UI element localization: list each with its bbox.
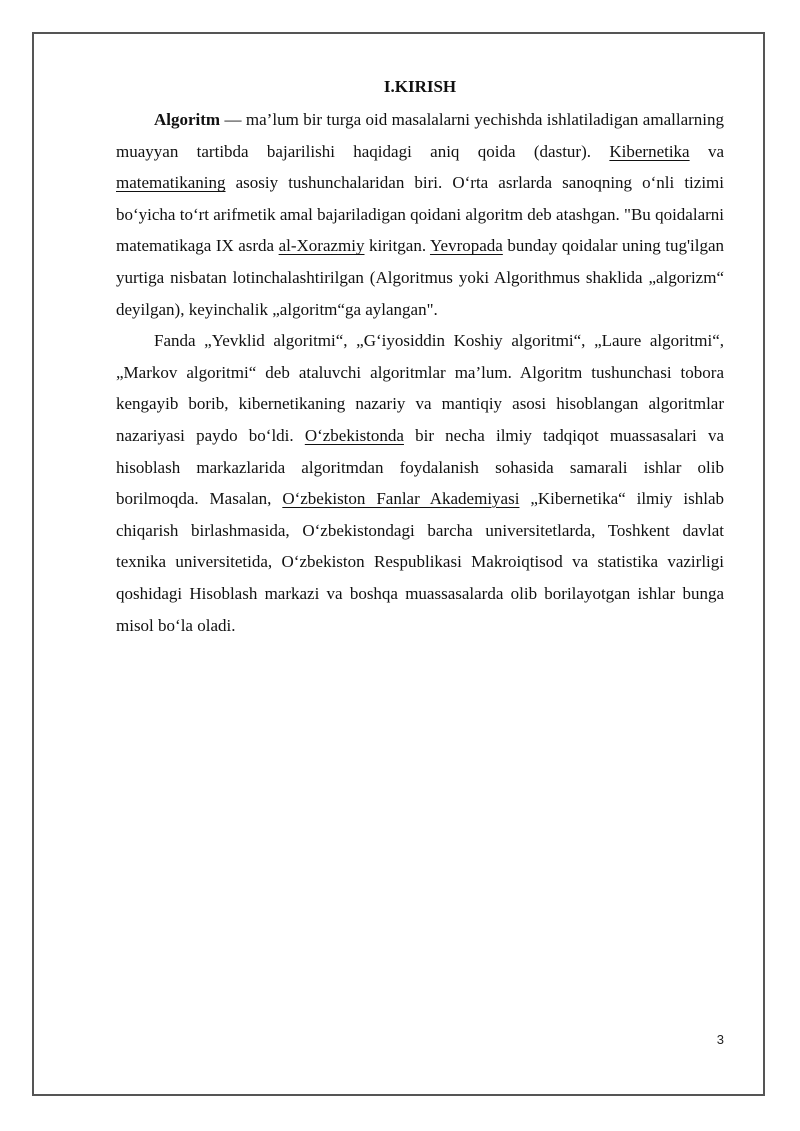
text-run: Fanda „Yevklid algoritmi“, „G‘iyosiddin Koshiy algoritmi“, „Laure algoritmi“, „Markov algoritmi“ deb ataluvchi algoritmlar ma’lum. Algoritm tushunchasi tobora kengayib borib, kibernetikaning nazariy va mantiqiy asosi hisoblangan algoritmlar nazariyasi paydo bo‘ldi. <box>116 331 724 445</box>
link-ozbekistonda[interactable]: O‘zbekistonda <box>304 425 404 445</box>
text-run: — ma’lum bir turga oid masalalarni yechishda ishlatiladigan amallarning muayyan tartibda bajarilishi haqidagi aniq qoida (dastur). <box>116 110 724 161</box>
text-run: kiritgan. <box>364 236 430 256</box>
link-al-xorazmiy[interactable]: al-Xorazmiy <box>278 236 365 256</box>
text-run: bir necha ilmiy tadqiqot muassasalari va hisoblash markazlarida algoritmdan foydalanish sohasida samarali ishlar olib borilmoqda. Masalan, <box>116 425 724 509</box>
link-fanlar-akademiyasi[interactable]: O‘zbekiston Fanlar Akademiyasi <box>282 489 520 509</box>
text-run: bunday qoidalar uning tug'ilgan yurtiga nisbatan lotinchalashtirilgan (Algoritmus yoki Algorithmus shaklida „algorizm“ deyilgan), keyinchalik „algoritm“ga aylangan". <box>116 236 725 319</box>
link-kibernetika[interactable]: Kibernetika <box>609 141 690 161</box>
bold-term: Algoritm <box>154 110 221 129</box>
text-run: „Kibernetika“ ilmiy ishlab chiqarish birlashmasida, O‘zbekistondagi barcha universitetlarda, Toshkent davlat texnika universitetida, O‘zbekiston Respublikasi Makroiqtisod va statistika vazirligi qoshidagi Hisoblash markazi va boshqa muassasalarda olib borilayotgan ishlar bunga misol bo‘la oladi. <box>116 489 725 635</box>
document-body <box>116 74 724 641</box>
section-title: I.KIRISH <box>383 77 457 96</box>
paragraph-1 <box>116 104 724 325</box>
link-yevropada[interactable]: Yevropada <box>429 236 503 256</box>
text-run: asosiy tushunchalaridan biri. O‘rta asrlarda sanoqning o‘nli tizimi bo‘yicha to‘rt arifmetik amal bajariladigan qoidani algoritm deb atashgan. "Bu qoidalarni matematikaga IX asrda <box>116 173 724 256</box>
text-run: va <box>689 141 725 161</box>
paragraph-2 <box>116 325 724 641</box>
page-number: 3 <box>716 1032 724 1047</box>
link-matematikaning[interactable]: matematikaning <box>116 173 226 193</box>
